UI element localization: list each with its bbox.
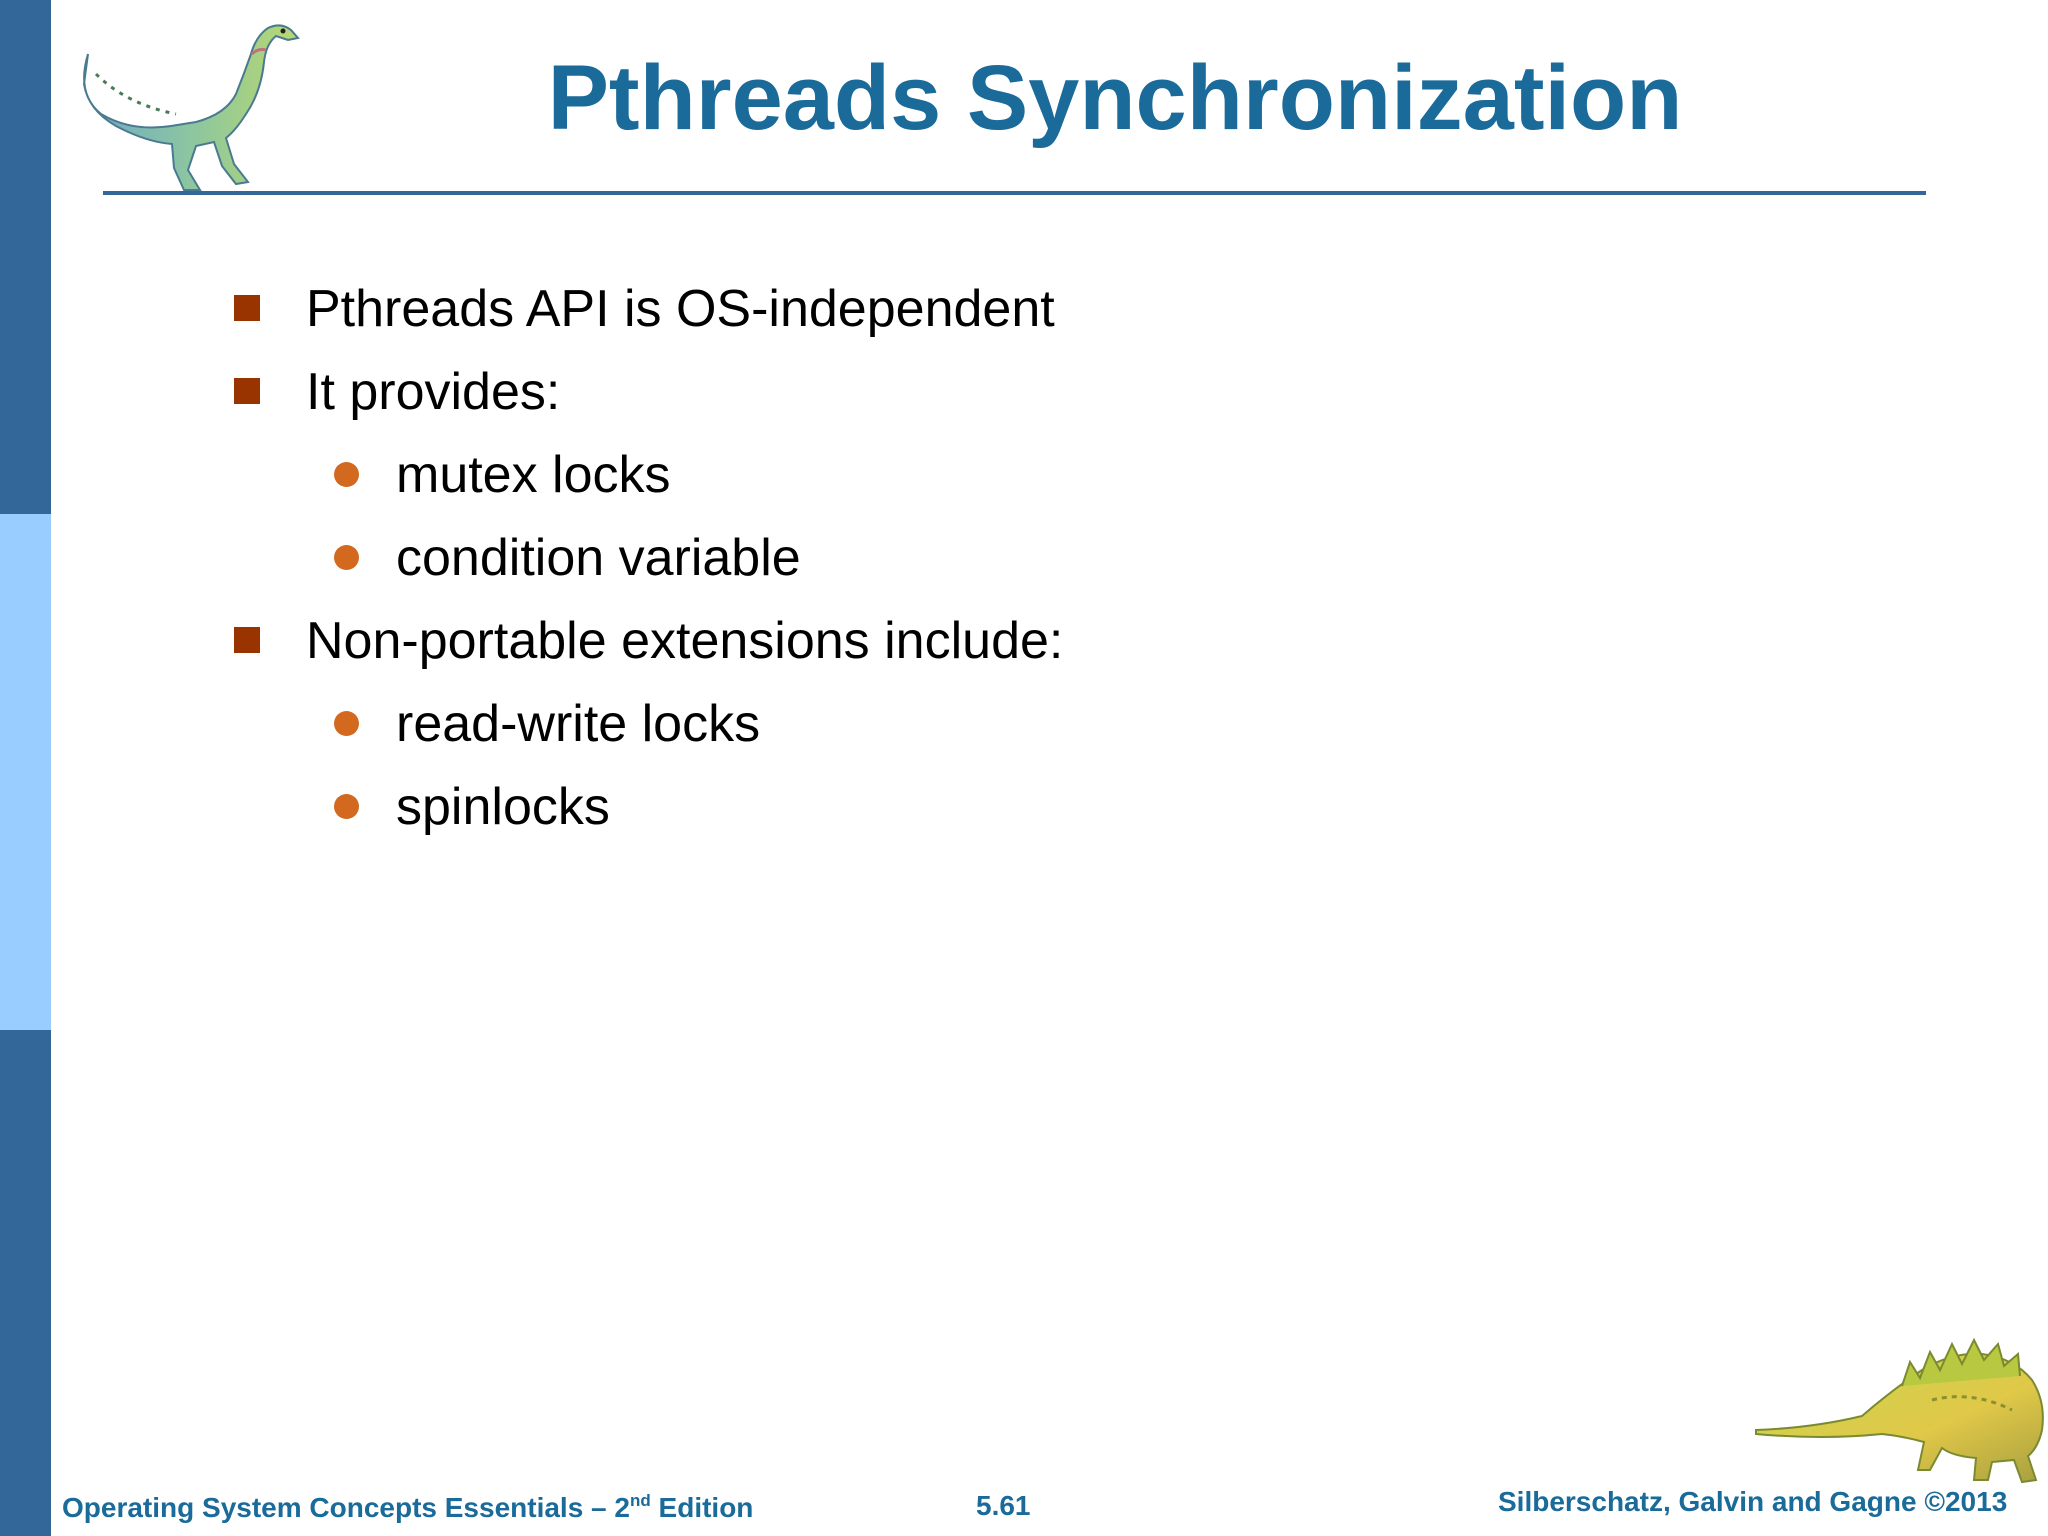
stegosaurus-icon bbox=[1752, 1330, 2048, 1490]
round-bullet-icon bbox=[334, 545, 359, 570]
dinosaur-icon bbox=[76, 14, 316, 194]
slide-title: Pthreads Synchronization bbox=[547, 47, 1683, 149]
square-bullet-icon bbox=[234, 295, 260, 321]
round-bullet-icon bbox=[334, 711, 359, 736]
title-divider bbox=[103, 191, 1926, 195]
sidebar-band-middle bbox=[0, 514, 51, 1030]
footer-book-title: Operating System Concepts Essentials – 2nd Edition bbox=[62, 1491, 754, 1523]
bullet-item: Non-portable extensions include: bbox=[306, 612, 1064, 670]
bullet-item: condition variable bbox=[396, 529, 801, 587]
bullet-item: Pthreads API is OS-independent bbox=[306, 280, 1055, 338]
bullet-item: spinlocks bbox=[396, 778, 610, 836]
footer-copyright: Silberschatz, Galvin and Gagne ©2013 bbox=[1498, 1486, 2008, 1517]
sidebar-band-top bbox=[0, 0, 51, 514]
bullet-item: read-write locks bbox=[396, 695, 761, 753]
square-bullet-icon bbox=[234, 627, 260, 653]
bullet-item: It provides: bbox=[306, 363, 561, 421]
footer-page-number: 5.61 bbox=[976, 1490, 1031, 1521]
sidebar-band-bottom bbox=[0, 1030, 51, 1536]
square-bullet-icon bbox=[234, 378, 260, 404]
round-bullet-icon bbox=[334, 462, 359, 487]
round-bullet-icon bbox=[334, 794, 359, 819]
bullet-item: mutex locks bbox=[396, 446, 671, 504]
